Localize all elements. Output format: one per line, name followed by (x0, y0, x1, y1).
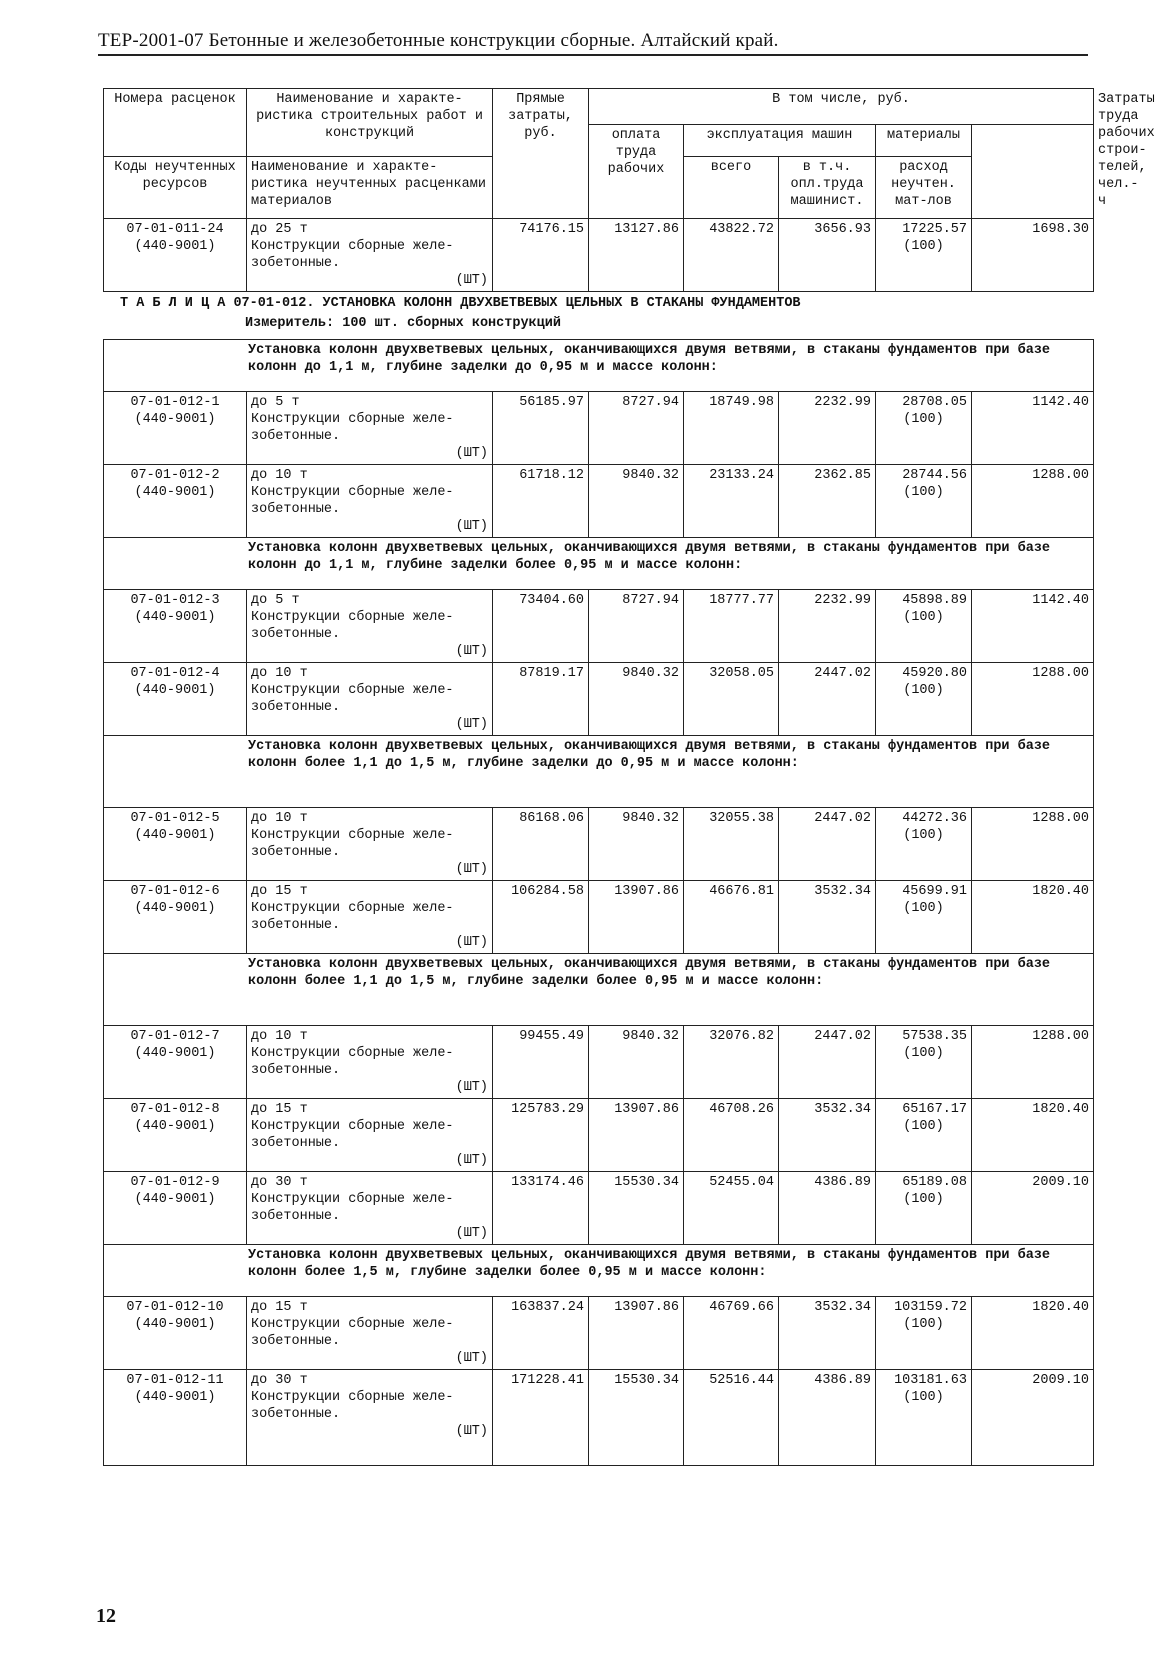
material-consumption: (100) (903, 1192, 944, 1207)
labor-hours: 2009.10 (972, 1172, 1094, 1245)
materials-cost: 65189.08 (902, 1175, 967, 1190)
machine-total: 32076.82 (684, 1026, 779, 1099)
rate-code: 07-01-012-9 (130, 1175, 220, 1190)
material-name: Конструкции сборные желе-зобетонные. (251, 1192, 454, 1224)
section-header (104, 954, 1094, 1026)
machine-total: 23133.24 (684, 465, 779, 538)
material-consumption: (100) (903, 901, 944, 916)
rate-code: 07-01-012-6 (130, 884, 220, 899)
rates-table (103, 339, 1094, 1466)
unit: (ШТ) (455, 1351, 488, 1366)
material-name: Конструкции сборные желе-зобетонные. (251, 485, 454, 517)
direct-costs: 56185.97 (493, 392, 589, 465)
col-labor-pay: оплата труда рабочих (589, 125, 684, 219)
machine-total: 46769.66 (684, 1297, 779, 1370)
machine-total: 52516.44 (684, 1370, 779, 1466)
page-number: 12 (96, 1605, 116, 1627)
material-consumption: (100) (903, 1119, 944, 1134)
unit: (ШТ) (455, 935, 488, 950)
unit: (ШТ) (455, 273, 488, 288)
page-header: ТЕР-2001-07 Бетонные и железобетонные конструкции сборные. Алтайский край. (98, 30, 779, 51)
unit: (ШТ) (455, 644, 488, 659)
rate-code: 07-01-012-4 (130, 666, 220, 681)
table-row (104, 1370, 1094, 1466)
resource-code: (440-9001) (134, 1390, 216, 1405)
labor-hours: 1820.40 (972, 1297, 1094, 1370)
machinist-pay: 4386.89 (779, 1172, 876, 1245)
materials-cost: 45898.89 (902, 593, 967, 608)
section-title: Установка колонн двухветвевых цельных, оканчивающихся двумя ветвями, в стаканы фундаментов при базе колонн более 1,5 м, глубине заделки более 0,95 м и массе колонн: (248, 1248, 1051, 1280)
work-name: до 15 т (251, 884, 308, 899)
material-name: Конструкции сборные желе-зобетонные. (251, 1046, 454, 1078)
labor-pay: 8727.94 (589, 392, 684, 465)
machine-total: 32055.38 (684, 808, 779, 881)
table-row (104, 1026, 1094, 1099)
materials-cost: 57538.35 (902, 1029, 967, 1044)
machine-total: 46676.81 (684, 881, 779, 954)
labor-hours: 1288.00 (972, 1026, 1094, 1099)
rate-code: 07-01-012-11 (126, 1373, 224, 1388)
labor-pay: 13907.86 (589, 1297, 684, 1370)
section-header (104, 736, 1094, 808)
material-consumption: (100) (903, 239, 944, 254)
direct-costs: 163837.24 (493, 1297, 589, 1370)
material-consumption: (100) (903, 485, 944, 500)
material-consumption: (100) (903, 412, 944, 427)
material-name: Конструкции сборные желе-зобетонные. (251, 1317, 454, 1349)
unit: (ШТ) (455, 1424, 488, 1439)
rate-code: 07-01-012-10 (126, 1300, 224, 1315)
header-rule (98, 54, 1088, 56)
labor-pay: 9840.32 (589, 808, 684, 881)
work-name: до 15 т (251, 1102, 308, 1117)
material-name: Конструкции сборные желе-зобетонные. (251, 901, 454, 933)
machine-total: 18749.98 (684, 392, 779, 465)
direct-costs: 99455.49 (493, 1026, 589, 1099)
rate-code: 07-01-012-8 (130, 1102, 220, 1117)
material-consumption: (100) (903, 1046, 944, 1061)
machinist-pay: 4386.89 (779, 1370, 876, 1466)
direct-costs: 171228.41 (493, 1370, 589, 1466)
material-name: Конструкции сборные желе-зобетонные. (251, 683, 454, 715)
machinist-pay: 2232.99 (779, 392, 876, 465)
table-row (104, 808, 1094, 881)
col-material-consumption: расход неучтен. мат-лов (876, 157, 972, 219)
materials-cost: 28744.56 (902, 468, 967, 483)
labor-pay: 9840.32 (589, 1026, 684, 1099)
rate-code: 07-01-012-7 (130, 1029, 220, 1044)
table-row (104, 1099, 1094, 1172)
work-name: до 5 т (251, 395, 300, 410)
resource-code: (440-9001) (134, 683, 216, 698)
direct-costs: 73404.60 (493, 590, 589, 663)
work-name: до 10 т (251, 811, 308, 826)
resource-code: (440-9001) (134, 1046, 216, 1061)
machinist-pay: 3532.34 (779, 881, 876, 954)
direct-costs: 74176.15 (493, 219, 589, 292)
labor-hours: 2009.10 (972, 1370, 1094, 1466)
resource-code: (440-9001) (134, 828, 216, 843)
direct-costs: 106284.58 (493, 881, 589, 954)
machinist-pay: 2447.02 (779, 663, 876, 736)
col-material-name: Наименование и характе-ристика неучтенных расценками материалов (247, 157, 493, 219)
rate-code: 07-01-012-3 (130, 593, 220, 608)
labor-hours: 1142.40 (972, 392, 1094, 465)
table-caption-label: Т А Б Л И Ц А (120, 296, 226, 311)
unit: (ШТ) (455, 862, 488, 877)
table-caption-title: 07-01-012. УСТАНОВКА КОЛОНН ДВУХВЕТВЕВЫХ ЦЕЛЬНЫХ В СТАКАНЫ ФУНДАМЕНТОВ (233, 296, 801, 311)
machinist-pay: 2447.02 (779, 808, 876, 881)
resource-code: (440-9001) (134, 1119, 216, 1134)
rate-code: 07-01-012-1 (130, 395, 220, 410)
labor-hours: 1288.00 (972, 663, 1094, 736)
resource-code: (440-9001) (134, 1317, 216, 1332)
col-machinist-pay: в т.ч. опл.труда машинист. (779, 157, 876, 219)
table-row (104, 219, 1094, 292)
labor-hours: 1142.40 (972, 590, 1094, 663)
col-direct-costs: Прямые затраты, руб. (493, 89, 589, 219)
labor-pay: 15530.34 (589, 1370, 684, 1466)
labor-pay: 9840.32 (589, 663, 684, 736)
table-row (104, 465, 1094, 538)
machinist-pay: 2232.99 (779, 590, 876, 663)
work-name: до 30 т (251, 1175, 308, 1190)
col-machine-total: всего (684, 157, 779, 219)
table-row (104, 590, 1094, 663)
materials-cost: 45920.80 (902, 666, 967, 681)
table-row (104, 392, 1094, 465)
material-name: Конструкции сборные желе-зобетонные. (251, 610, 454, 642)
material-name: Конструкции сборные желе-зобетонные. (251, 412, 454, 444)
resource-code: (440-9001) (134, 412, 216, 427)
materials-cost: 65167.17 (902, 1102, 967, 1117)
work-name: до 10 т (251, 666, 308, 681)
section-title: Установка колонн двухветвевых цельных, оканчивающихся двумя ветвями, в стаканы фундаментов при базе колонн более 1,1 до 1,5 м, глубине заделки до 0,95 м и массе колонн: (248, 739, 1051, 771)
table-caption (120, 296, 801, 311)
work-name: до 10 т (251, 468, 308, 483)
work-name: до 30 т (251, 1373, 308, 1388)
materials-cost: 103159.72 (894, 1300, 967, 1315)
section-title: Установка колонн двухветвевых цельных, оканчивающихся двумя ветвями, в стаканы фундаментов при базе колонн более 1,1 до 1,5 м, глубине заделки более 0,95 м и массе колонн: (248, 957, 1051, 989)
materials-cost: 45699.91 (902, 884, 967, 899)
labor-pay: 9840.32 (589, 465, 684, 538)
col-machine-operation: эксплуатация машин (684, 125, 876, 157)
material-name: Конструкции сборные желе-зобетонные. (251, 239, 454, 271)
machine-total: 52455.04 (684, 1172, 779, 1245)
material-name: Конструкции сборные желе-зобетонные. (251, 1390, 454, 1422)
work-name: до 5 т (251, 593, 300, 608)
machine-total: 46708.26 (684, 1099, 779, 1172)
resource-code: (440-9001) (134, 901, 216, 916)
direct-costs: 87819.17 (493, 663, 589, 736)
unit: (ШТ) (455, 717, 488, 732)
labor-hours: 1820.40 (972, 1099, 1094, 1172)
machinist-pay: 3532.34 (779, 1099, 876, 1172)
unit: (ШТ) (455, 519, 488, 534)
work-name: до 25 т (251, 222, 308, 237)
labor-hours: 1288.00 (972, 465, 1094, 538)
materials-cost: 44272.36 (902, 811, 967, 826)
table-row (104, 881, 1094, 954)
material-consumption: (100) (903, 1390, 944, 1405)
work-name: до 10 т (251, 1029, 308, 1044)
machinist-pay: 3656.93 (779, 219, 876, 292)
direct-costs: 86168.06 (493, 808, 589, 881)
table-row (104, 1297, 1094, 1370)
material-name: Конструкции сборные желе-зобетонные. (251, 828, 454, 860)
machinist-pay: 3532.34 (779, 1297, 876, 1370)
direct-costs: 61718.12 (493, 465, 589, 538)
labor-pay: 13907.86 (589, 881, 684, 954)
machinist-pay: 2447.02 (779, 1026, 876, 1099)
resource-code: (440-9001) (134, 610, 216, 625)
materials-cost: 103181.63 (894, 1373, 967, 1388)
labor-hours: 1820.40 (972, 881, 1094, 954)
direct-costs: 133174.46 (493, 1172, 589, 1245)
labor-pay: 13127.86 (589, 219, 684, 292)
materials-cost: 28708.05 (902, 395, 967, 410)
col-including: В том числе, руб. (589, 89, 1094, 125)
materials-cost: 17225.57 (902, 222, 967, 237)
material-consumption: (100) (903, 610, 944, 625)
machine-total: 43822.72 (684, 219, 779, 292)
machinist-pay: 2362.85 (779, 465, 876, 538)
table-row (104, 663, 1094, 736)
labor-pay: 8727.94 (589, 590, 684, 663)
unit: (ШТ) (455, 1080, 488, 1095)
section-header (104, 1245, 1094, 1297)
rate-code: 07-01-012-2 (130, 468, 220, 483)
labor-hours: 1288.00 (972, 808, 1094, 881)
labor-pay: 13907.86 (589, 1099, 684, 1172)
section-title: Установка колонн двухветвевых цельных, оканчивающихся двумя ветвями, в стаканы фундаментов при базе колонн до 1,1 м, глубине заделки до 0,95 м и массе колонн: (248, 343, 1051, 375)
labor-pay: 15530.34 (589, 1172, 684, 1245)
material-consumption: (100) (903, 1317, 944, 1332)
section-header (104, 340, 1094, 392)
resource-code: (440-9001) (134, 485, 216, 500)
machine-total: 32058.05 (684, 663, 779, 736)
resource-code: (440-9001) (134, 239, 216, 254)
table-row (104, 1172, 1094, 1245)
work-name: до 15 т (251, 1300, 308, 1315)
col-materials: материалы (876, 125, 972, 157)
col-work-name: Наименование и характе-ристика строительных работ и конструкций (247, 89, 493, 157)
col-rate-numbers: Номера расценок (104, 89, 247, 157)
section-title: Установка колонн двухветвевых цельных, оканчивающихся двумя ветвями, в стаканы фундаментов при базе колонн до 1,1 м, глубине заделки более 0,95 м и массе колонн: (248, 541, 1051, 573)
col-rate-codes: Коды неучтенных ресурсов (104, 157, 247, 219)
labor-hours: 1698.30 (972, 219, 1094, 292)
material-consumption: (100) (903, 828, 944, 843)
rate-code: 07-01-012-5 (130, 811, 220, 826)
unit: (ШТ) (455, 446, 488, 461)
unit: (ШТ) (455, 1153, 488, 1168)
material-consumption: (100) (903, 683, 944, 698)
resource-code: (440-9001) (134, 1192, 216, 1207)
direct-costs: 125783.29 (493, 1099, 589, 1172)
header-table: Номера расценок Наименование и характе-ристика строительных работ и конструкций Прямые затраты, руб. В том числе, руб. Затраты труда рабочих строи-телей, чел.-ч оплата труда рабочих эксплуатация машин материалы Коды неучтенных ресурсов Наименование и характе-ристика неучтенных расценками материалов всего в т.ч. опл.труда машинист. расход неучтен. мат-лов 07-01-011-24 (440-9001) до 25 т Конструкции сборные желе-зобетонные. (ШТ) 74176.15 13127.86 43822.72 3656.93 17225.57 (100) 1698.30 (103, 88, 1094, 292)
table-measure: Измеритель: 100 шт. сборных конструкций (245, 316, 561, 331)
material-name: Конструкции сборные желе-зобетонные. (251, 1119, 454, 1151)
rate-code: 07-01-011-24 (126, 222, 224, 237)
unit: (ШТ) (455, 1226, 488, 1241)
machine-total: 18777.77 (684, 590, 779, 663)
section-header (104, 538, 1094, 590)
